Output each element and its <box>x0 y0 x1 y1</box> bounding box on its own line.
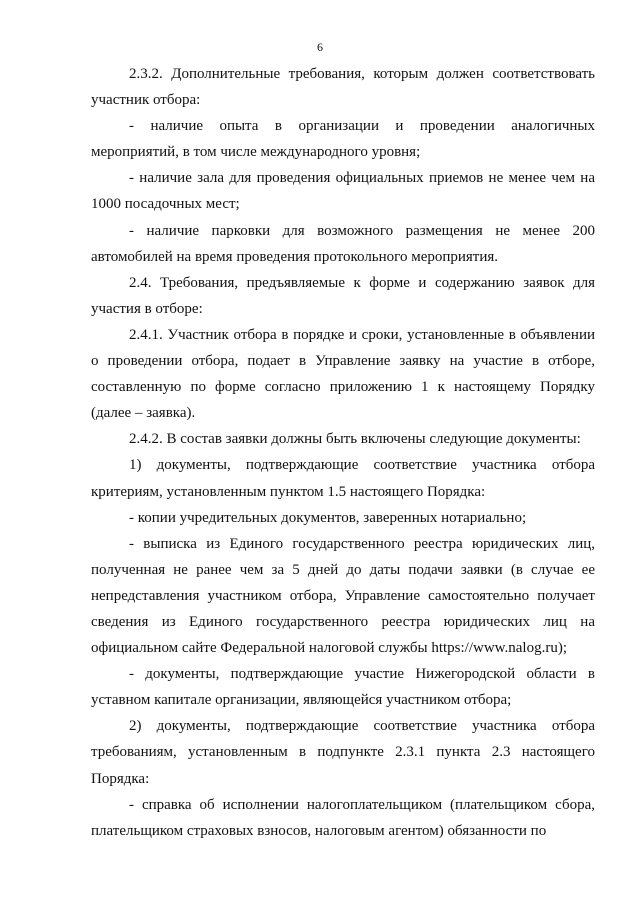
paragraph-2-4-1: 2.4.1. Участник отбора в порядке и сроки, установленные в объявлении о проведении отбора, подает в Управление заявку на участие в отборе, составленную по форме согласно приложению 1 к настоящему Порядку (далее – заявка). <box>91 326 595 422</box>
paragraph-2-4-2: 2.4.2. В состав заявки должны быть включены следующие документы: <box>129 431 581 448</box>
paragraph-hall: - наличие зала для проведения официальных приемов не менее чем на 1000 посадочных мест; <box>91 170 595 213</box>
paragraph-2-4: 2.4. Требования, предъявляемые к форме и содержанию заявок для участия в отборе: <box>91 274 595 317</box>
paragraph-tax-certificate: - справка об исполнении налогоплательщиком (плательщиком сбора, плательщиком страховых взносов, налоговым агентом) обязанности по <box>91 796 595 839</box>
paragraph-region-participation: - документы, подтверждающие участие Нижегородской области в уставном капитале организации, являющейся участником отбора; <box>91 666 595 709</box>
paragraph-2-3-2: 2.3.2. Дополнительные требования, которым должен соответствовать участник отбора: <box>91 66 595 109</box>
paragraph-egrul-extract: - выписка из Единого государственного реестра юридических лиц, полученная не ранее чем за 5 дней до даты подачи заявки (в случае ее непредставления участником отбора, Управление самостоятельно получает сведения из Единого государственного реестра юридических лиц на официальном сайте Федеральной налоговой службы https://www.nalog.ru); <box>91 535 595 657</box>
paragraph-parking: - наличие парковки для возможного размещения не менее 200 автомобилей на время проведения протокольного мероприятия. <box>91 222 595 265</box>
paragraph-experience: - наличие опыта в организации и проведении аналогичных мероприятий, в том числе международного уровня; <box>91 118 595 161</box>
paragraph-charter-copies: - копии учредительных документов, заверенных нотариально; <box>129 509 527 526</box>
page-number: 6 <box>317 40 323 54</box>
paragraph-item-1: 1) документы, подтверждающие соответствие участника отбора критериям, установленным пунктом 1.5 настоящего Порядка: <box>91 457 595 500</box>
document-body <box>91 61 595 844</box>
paragraph-item-2: 2) документы, подтверждающие соответствие участника отбора требованиям, установленным в подпункте 2.3.1 пункта 2.3 настоящего Порядка: <box>91 718 595 787</box>
